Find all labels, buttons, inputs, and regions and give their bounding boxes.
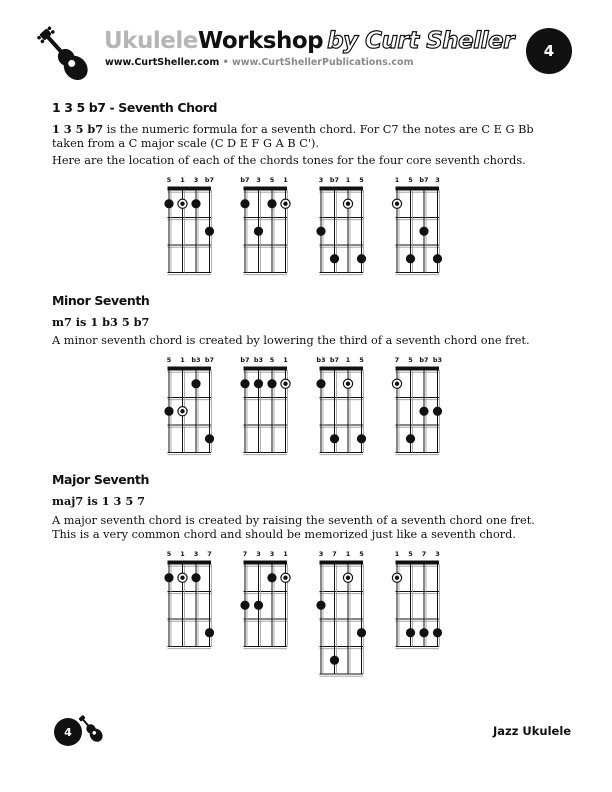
url-publications[interactable]: www.CurtShellerPublications.com: [232, 57, 414, 68]
finger-dot: [330, 656, 339, 665]
root-marker-center: [283, 202, 287, 206]
string-label: 1: [345, 550, 351, 558]
chord-diagram: [164, 550, 214, 649]
string-label: b7: [329, 176, 340, 184]
string-label: b7: [204, 176, 215, 184]
string-label: 3: [256, 176, 261, 184]
finger-dot: [419, 407, 428, 416]
finger-dot: [406, 628, 415, 637]
string-label: 3: [193, 176, 199, 184]
minor-seventh-paragraph: A minor seventh chord is created by lowering the third of a seventh chord one fret.: [52, 334, 530, 347]
seventh-intro-paragraph: [52, 122, 562, 151]
finger-dot: [164, 573, 173, 582]
chord-diagram: [316, 356, 366, 455]
finger-dot: [433, 407, 442, 416]
finger-dot: [205, 628, 214, 637]
finger-dot: [205, 434, 214, 443]
string-label: b3: [316, 356, 326, 364]
url-curtsheller[interactable]: www.CurtSheller.com: [105, 57, 220, 68]
string-label: 1: [394, 550, 400, 558]
finger-dot: [191, 199, 200, 208]
chord-diagram: [164, 356, 214, 455]
nut: [168, 187, 212, 191]
string-label: b7: [240, 176, 250, 184]
nut: [244, 561, 288, 565]
string-label: 5: [408, 356, 413, 364]
chord-diagram: [316, 176, 366, 275]
string-label: b7: [419, 356, 429, 364]
finger-dot: [316, 601, 325, 610]
string-label: 1: [180, 550, 185, 558]
string-label: 5: [359, 550, 364, 558]
footer-ukulele-icon: [76, 712, 106, 746]
finger-dot: [191, 573, 200, 582]
nut: [320, 367, 364, 371]
url-separator: •: [222, 57, 229, 68]
chord-diagram: [392, 176, 442, 275]
string-label: 5: [166, 356, 172, 364]
finger-dot: [316, 379, 325, 388]
nut: [396, 561, 440, 565]
finger-dot: [419, 628, 428, 637]
finger-dot: [254, 379, 263, 388]
root-marker-center: [283, 382, 287, 386]
string-label: 3: [256, 550, 261, 558]
string-label: 7: [394, 356, 400, 364]
finger-dot: [406, 254, 415, 263]
chord-diagram: [316, 550, 366, 676]
string-label: 5: [359, 356, 364, 364]
finger-dot: [330, 254, 339, 263]
string-label: 3: [435, 550, 440, 558]
finger-dot: [419, 227, 428, 236]
finger-dot: [267, 379, 276, 388]
string-label: 1: [283, 356, 288, 364]
chord-diagram: [240, 550, 290, 649]
brand-workshop: Workshop: [197, 28, 324, 54]
string-label: b3: [191, 356, 201, 364]
finger-dot: [254, 227, 263, 236]
finger-dot: [267, 573, 276, 582]
nut: [168, 561, 212, 565]
root-marker-center: [283, 576, 287, 580]
finger-dot: [433, 254, 442, 263]
string-label: 1: [394, 176, 400, 184]
string-label: 7: [207, 550, 212, 558]
minor-seventh-formula: m7 is 1 b3 5 b7: [52, 315, 150, 329]
chord-diagram-row-seventh: [160, 172, 460, 272]
root-marker-center: [395, 576, 399, 580]
nut: [320, 561, 364, 565]
string-label: b7: [240, 356, 250, 364]
string-label: 7: [421, 550, 427, 558]
footer-book-title: Jazz Ukulele: [493, 724, 572, 738]
nut: [244, 367, 288, 371]
finger-dot: [357, 434, 366, 443]
brand-author: by Curt Sheller: [327, 28, 514, 54]
string-label: 5: [166, 176, 172, 184]
brand-ukulele: Ukulele: [104, 28, 198, 54]
section-heading-seventh: 1 3 5 b7 - Seventh Chord: [52, 100, 218, 115]
chord-diagram: [240, 356, 290, 455]
finger-dot: [164, 199, 173, 208]
string-label: 3: [435, 176, 440, 184]
string-label: 5: [408, 176, 413, 184]
nut: [396, 187, 440, 191]
root-marker-center: [346, 382, 350, 386]
finger-dot: [191, 379, 200, 388]
seventh-formula-inline: 1 3 5 b7: [52, 122, 104, 136]
finger-dot: [267, 199, 276, 208]
finger-dot: [240, 199, 249, 208]
chord-diagram-row-minor-seventh: [160, 352, 460, 452]
root-marker-center: [180, 202, 184, 206]
string-label: 7: [332, 550, 337, 558]
string-label: 1: [345, 356, 351, 364]
chord-diagram: [164, 176, 214, 275]
string-label: 1: [345, 176, 351, 184]
string-label: 1: [283, 176, 288, 184]
finger-dot: [164, 407, 173, 416]
string-label: b7: [329, 356, 340, 364]
nut: [168, 367, 212, 371]
root-marker-center: [180, 409, 184, 413]
string-label: 3: [269, 550, 275, 558]
page-number-badge: 4: [526, 28, 572, 74]
finger-dot: [316, 227, 325, 236]
nut: [320, 187, 364, 191]
string-label: b3: [432, 356, 443, 364]
string-label: 1: [180, 176, 185, 184]
nut: [244, 187, 288, 191]
string-label: 1: [283, 550, 288, 558]
header-urls: [105, 57, 413, 68]
major-seventh-paragraph: A major seventh chord is created by raising the seventh of a seventh chord one fret. This is a very common chord and should be memorized just like a seventh chord.: [52, 514, 535, 541]
string-label: 5: [166, 550, 172, 558]
finger-dot: [254, 601, 263, 610]
seventh-location-paragraph: Here are the location of each of the chords tones for the four core seventh chords.: [52, 154, 526, 167]
string-label: 3: [193, 550, 199, 558]
finger-dot: [357, 628, 366, 637]
chord-diagram: [392, 356, 442, 455]
finger-dot: [357, 254, 366, 263]
string-label: 5: [269, 356, 275, 364]
string-label: 5: [408, 550, 413, 558]
footer-page-number: 4: [54, 718, 82, 746]
finger-dot: [240, 379, 249, 388]
finger-dot: [406, 434, 415, 443]
root-marker-center: [395, 202, 399, 206]
section-heading-minor-seventh: Minor Seventh: [52, 293, 150, 308]
string-label: 1: [180, 356, 185, 364]
root-marker-center: [395, 382, 399, 386]
major-seventh-formula: maj7 is 1 3 5 7: [52, 494, 145, 508]
string-label: 3: [318, 550, 324, 558]
section-heading-major-seventh: Major Seventh: [52, 472, 149, 487]
chord-diagram: [392, 550, 442, 649]
brand-title: [104, 28, 514, 54]
string-label: 5: [359, 176, 364, 184]
root-marker-center: [346, 576, 350, 580]
string-label: 3: [318, 176, 324, 184]
finger-dot: [205, 227, 214, 236]
nut: [396, 367, 440, 371]
finger-dot: [240, 601, 249, 610]
ukulele-logo-icon: [30, 22, 100, 90]
string-label: b3: [253, 356, 264, 364]
string-label: b7: [204, 356, 215, 364]
chord-diagram-row-major-seventh: [160, 546, 460, 676]
finger-dot: [433, 628, 442, 637]
root-marker-center: [346, 202, 350, 206]
string-label: 7: [242, 550, 248, 558]
finger-dot: [330, 434, 339, 443]
root-marker-center: [180, 576, 184, 580]
chord-diagram: [240, 176, 290, 275]
string-label: b7: [419, 176, 429, 184]
string-label: 5: [269, 176, 275, 184]
seventh-intro-text: is the numeric formula for a seventh chord. For C7 the notes are C E G Bb taken from a C major scale (C D E F G A B C').: [52, 123, 534, 150]
